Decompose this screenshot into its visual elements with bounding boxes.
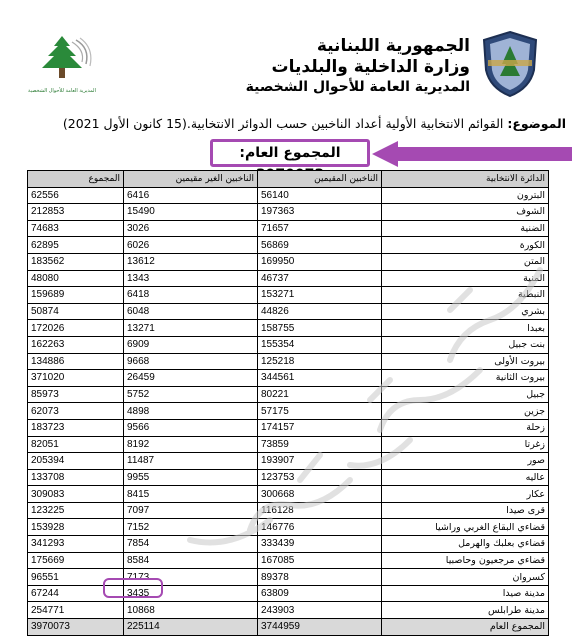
resident-cell: 344561	[258, 370, 382, 387]
cedar-tree-icon	[30, 34, 94, 84]
nonresident-cell: 1343	[124, 270, 258, 287]
resident-cell: 56140	[258, 187, 382, 204]
table-row	[28, 370, 549, 387]
subject-label: الموضوع:	[507, 116, 566, 131]
district-cell: عكار	[382, 486, 549, 503]
total-cell: 67244	[28, 585, 124, 602]
district-cell: بيروت الأولى	[382, 353, 549, 370]
table-row	[28, 419, 549, 436]
nonresident-cell: 13612	[124, 253, 258, 270]
table-row	[28, 469, 549, 486]
total-cell: 159689	[28, 287, 124, 304]
total-cell: 133708	[28, 469, 124, 486]
table-row	[28, 270, 549, 287]
resident-cell: 71657	[258, 220, 382, 237]
district-cell: بشري	[382, 303, 549, 320]
district-cell: بنت جبيل	[382, 336, 549, 353]
table-row	[28, 403, 549, 420]
table-row	[28, 220, 549, 237]
district-cell: الضنية	[382, 220, 549, 237]
directorate-logo	[22, 34, 102, 100]
total-cell: 3970073	[28, 619, 124, 636]
grand-total-row	[28, 619, 549, 636]
resident-cell: 44826	[258, 303, 382, 320]
table-row	[28, 486, 549, 503]
grand-total-label: المجموع العام:	[239, 145, 341, 161]
organization-name	[246, 36, 470, 96]
resident-cell: 3744959	[258, 619, 382, 636]
total-highlight-circle	[103, 578, 163, 598]
total-cell: 48080	[28, 270, 124, 287]
voters-table	[27, 170, 549, 636]
directorate-title: المديرية العامة للأحوال الشخصية	[245, 79, 470, 95]
nonresident-cell: 15490	[124, 204, 258, 221]
total-cell: 371020	[28, 370, 124, 387]
resident-cell: 167085	[258, 552, 382, 569]
col-header-district: الدائرة الانتخابية	[382, 171, 549, 188]
nonresident-cell: 8192	[124, 436, 258, 453]
grand-total-box	[210, 139, 370, 167]
subject-text: القوائم الانتخابية الأولية أعداد الناخبين حسب الدوائر الانتخابية.(15 كانون الأول 2021)	[62, 116, 504, 131]
district-cell: قضاءي البقاع الغربي وراشيا	[382, 519, 549, 536]
district-cell: المنية	[382, 270, 549, 287]
resident-cell: 73859	[258, 436, 382, 453]
district-cell: زحلة	[382, 419, 549, 436]
district-cell: صور	[382, 453, 549, 470]
total-cell: 62556	[28, 187, 124, 204]
total-cell: 341293	[28, 536, 124, 553]
total-cell: 172026	[28, 320, 124, 337]
nonresident-cell: 8415	[124, 486, 258, 503]
total-cell: 62073	[28, 403, 124, 420]
nonresident-cell: 4898	[124, 403, 258, 420]
district-cell: عاليه	[382, 469, 549, 486]
district-cell: جزين	[382, 403, 549, 420]
resident-cell: 197363	[258, 204, 382, 221]
resident-cell: 116128	[258, 502, 382, 519]
table-row	[28, 436, 549, 453]
district-cell: قضاءي بعلبك والهرمل	[382, 536, 549, 553]
nonresident-cell: 9668	[124, 353, 258, 370]
district-cell: كسروان	[382, 569, 549, 586]
district-cell: بعبدا	[382, 320, 549, 337]
ministry-title: وزارة الداخلية والبلديات	[271, 57, 470, 77]
resident-cell: 46737	[258, 270, 382, 287]
total-cell: 96551	[28, 569, 124, 586]
district-cell: مدينة طرابلس	[382, 602, 549, 619]
nonresident-cell: 7173	[124, 569, 258, 586]
total-cell: 123225	[28, 502, 124, 519]
total-cell: 212853	[28, 204, 124, 221]
col-header-total: المجموع	[28, 171, 124, 188]
district-cell: الشوف	[382, 204, 549, 221]
resident-cell: 80221	[258, 386, 382, 403]
nonresident-cell: 13271	[124, 320, 258, 337]
district-cell: الكورة	[382, 237, 549, 254]
nonresident-cell: 5752	[124, 386, 258, 403]
district-cell: مدينة صيدا	[382, 585, 549, 602]
resident-cell: 243903	[258, 602, 382, 619]
total-cell: 309083	[28, 486, 124, 503]
total-cell: 183562	[28, 253, 124, 270]
table-row	[28, 303, 549, 320]
resident-cell: 123753	[258, 469, 382, 486]
nonresident-cell: 6416	[124, 187, 258, 204]
nonresident-cell: 8584	[124, 552, 258, 569]
table-row	[28, 336, 549, 353]
republic-title: الجمهورية اللبنانية	[316, 36, 470, 56]
col-header-resident: الناخبين المقيمين	[258, 171, 382, 188]
nonresident-cell: 11487	[124, 453, 258, 470]
resident-cell: 174157	[258, 419, 382, 436]
nonresident-cell: 225114	[124, 619, 258, 636]
nonresident-cell: 26459	[124, 370, 258, 387]
district-cell: المتن	[382, 253, 549, 270]
table-row	[28, 237, 549, 254]
nonresident-cell: 6418	[124, 287, 258, 304]
resident-cell: 63809	[258, 585, 382, 602]
total-cell: 50874	[28, 303, 124, 320]
col-header-nonresident: الناخبين الغير مقيمين	[124, 171, 258, 188]
district-cell: جبيل	[382, 386, 549, 403]
table-row	[28, 187, 549, 204]
total-cell: 85973	[28, 386, 124, 403]
total-cell: 175669	[28, 552, 124, 569]
resident-cell: 169950	[258, 253, 382, 270]
resident-cell: 125218	[258, 353, 382, 370]
resident-cell: 153271	[258, 287, 382, 304]
nonresident-cell: 10868	[124, 602, 258, 619]
logo-caption: المديرية العامة للأحوال الشخصية	[28, 88, 96, 94]
total-cell: 74683	[28, 220, 124, 237]
letterhead	[0, 0, 580, 112]
district-cell: النبطية	[382, 287, 549, 304]
nonresident-cell: 7854	[124, 536, 258, 553]
resident-cell: 57175	[258, 403, 382, 420]
table-row	[28, 453, 549, 470]
resident-cell: 89378	[258, 569, 382, 586]
total-cell: 162263	[28, 336, 124, 353]
total-cell: 62895	[28, 237, 124, 254]
nonresident-cell: 9566	[124, 419, 258, 436]
table-row	[28, 253, 549, 270]
resident-cell: 193907	[258, 453, 382, 470]
table-header-row	[28, 171, 549, 188]
district-cell: بيروت الثانية	[382, 370, 549, 387]
district-cell: البترون	[382, 187, 549, 204]
table-row	[28, 602, 549, 619]
resident-cell: 56869	[258, 237, 382, 254]
total-cell: 205394	[28, 453, 124, 470]
resident-cell: 333439	[258, 536, 382, 553]
total-cell: 183723	[28, 419, 124, 436]
ministry-shield-icon	[480, 30, 540, 98]
table-row	[28, 536, 549, 553]
table-row	[28, 204, 549, 221]
nonresident-cell: 3435	[124, 585, 258, 602]
nonresident-cell: 7097	[124, 502, 258, 519]
district-cell: المجموع العام	[382, 619, 549, 636]
nonresident-cell: 7152	[124, 519, 258, 536]
nonresident-cell: 3026	[124, 220, 258, 237]
table-row	[28, 386, 549, 403]
district-cell: قضاءي مرجعيون وحاصبيا	[382, 552, 549, 569]
nonresident-cell: 6026	[124, 237, 258, 254]
total-cell: 134886	[28, 353, 124, 370]
resident-cell: 158755	[258, 320, 382, 337]
total-cell: 254771	[28, 602, 124, 619]
arrow-left-icon	[372, 141, 572, 167]
total-cell: 82051	[28, 436, 124, 453]
resident-cell: 146776	[258, 519, 382, 536]
resident-cell: 155354	[258, 336, 382, 353]
nonresident-cell: 6048	[124, 303, 258, 320]
nonresident-cell: 6909	[124, 336, 258, 353]
subject-line	[63, 116, 566, 131]
nonresident-cell: 9955	[124, 469, 258, 486]
district-cell: قرى صيدا	[382, 502, 549, 519]
table-row	[28, 320, 549, 337]
table-row	[28, 287, 549, 304]
resident-cell: 300668	[258, 486, 382, 503]
table-row	[28, 353, 549, 370]
table-row	[28, 519, 549, 536]
district-cell: زغرتا	[382, 436, 549, 453]
total-cell: 153928	[28, 519, 124, 536]
table-row	[28, 502, 549, 519]
table-row	[28, 552, 549, 569]
